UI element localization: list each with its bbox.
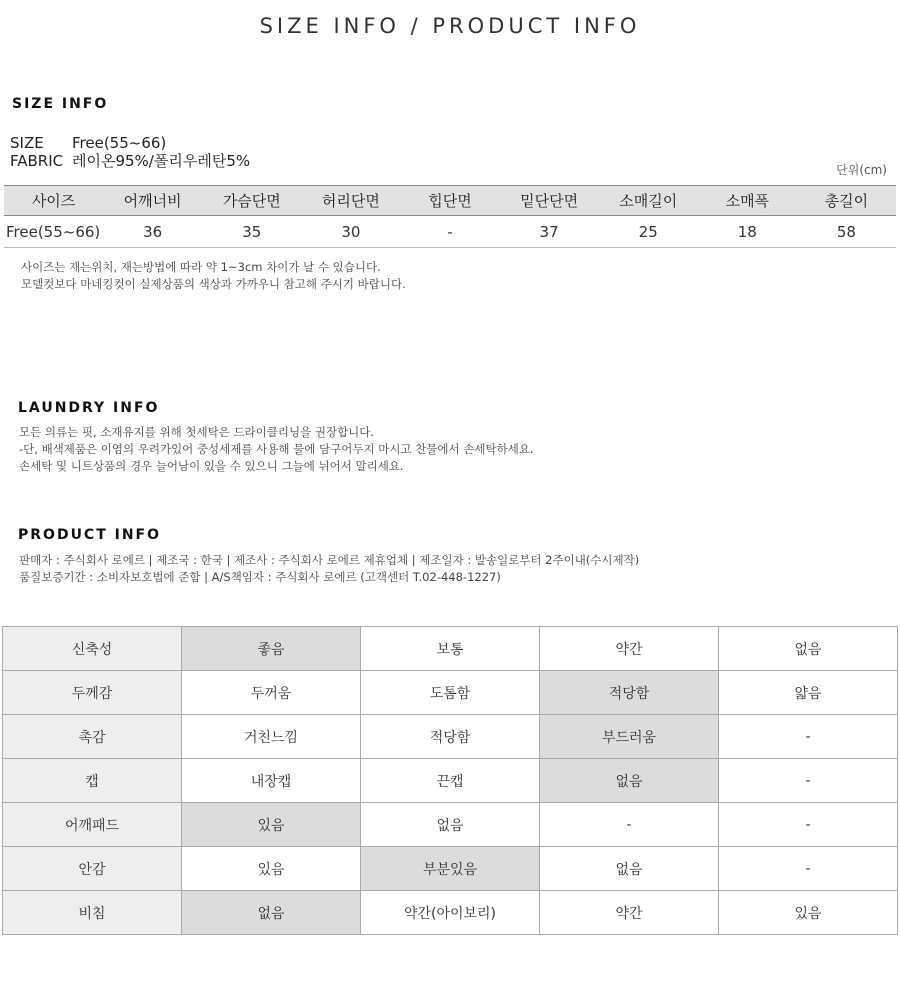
attribute-label: 캡 (3, 759, 182, 803)
attribute-row (3, 891, 898, 935)
attribute-row (3, 627, 898, 671)
attribute-option: 없음 (361, 803, 540, 847)
attribute-option: 있음 (182, 847, 361, 891)
size-table-header: 소매폭 (698, 186, 797, 216)
attribute-option: 있음 (719, 891, 898, 935)
attribute-option: 얇음 (719, 671, 898, 715)
fabric-key: FABRIC (10, 152, 64, 170)
product-notes (19, 552, 639, 586)
laundry-info-heading: LAUNDRY INFO (18, 400, 160, 416)
size-table-cell: 35 (202, 216, 301, 248)
attribute-option: 도톰함 (361, 671, 540, 715)
size-table-header: 가슴단면 (202, 186, 301, 216)
size-table-header: 어깨너비 (103, 186, 202, 216)
attribute-row (3, 715, 898, 759)
product-line: 판매자 : 주식회사 로에르 | 제조국 : 한국 | 제조사 : 주식회사 로에르 제휴업체 | 제조일자 : 발송일로부터 2주이내(수시제작) (19, 553, 640, 567)
attribute-option-selected: 부분있음 (361, 847, 540, 891)
size-table-header: 힙단면 (400, 186, 499, 216)
attribute-label: 어깨패드 (3, 803, 182, 847)
product-info-heading: PRODUCT INFO (18, 527, 162, 543)
attribute-label: 비침 (3, 891, 182, 935)
attribute-option: 두꺼움 (182, 671, 361, 715)
attribute-option: 적당함 (361, 715, 540, 759)
table-row (4, 216, 896, 248)
size-table-cell: 18 (698, 216, 797, 248)
size-value: Free(55~66) (72, 134, 167, 152)
attribute-row (3, 847, 898, 891)
size-notes (21, 259, 406, 293)
size-table-header: 소매길이 (599, 186, 698, 216)
unit-label: 단위(cm) (836, 163, 887, 177)
size-table-cell: 30 (301, 216, 400, 248)
laundry-notes (19, 424, 534, 475)
size-table-cell: Free(55~66) (4, 216, 103, 248)
product-line: 품질보증기간 : 소비자보호법에 준함 | A/S책임자 : 주식회사 로에르 (고객센터 T.02-448-1227) (19, 570, 501, 584)
attribute-option: 보통 (361, 627, 540, 671)
attribute-label: 신축성 (3, 627, 182, 671)
attribute-option-selected: 좋음 (182, 627, 361, 671)
attribute-option: - (719, 803, 898, 847)
attribute-option: 거친느낌 (182, 715, 361, 759)
size-table-header: 사이즈 (4, 186, 103, 216)
size-table-header-row (4, 186, 896, 216)
attribute-option-selected: 있음 (182, 803, 361, 847)
laundry-line: 모든 의류는 핏, 소재유지를 위해 첫세탁은 드라이클리닝을 권장합니다. (19, 425, 375, 439)
attribute-option: 약간(아이보리) (361, 891, 540, 935)
size-table-header: 허리단면 (301, 186, 400, 216)
attribute-option: - (540, 803, 719, 847)
attribute-option: 약간 (540, 891, 719, 935)
attribute-option: - (719, 759, 898, 803)
laundry-line: -단, 배색제품은 이염의 우려가있어 중성세제를 사용해 물에 담구어두지 마시고 찬물에서 손세탁하세요. (19, 442, 534, 456)
size-note-line: 사이즈는 재는위치, 재는방법에 따라 약 1~3cm 차이가 날 수 있습니다. (21, 260, 381, 274)
size-table-cell: 37 (500, 216, 599, 248)
attribute-label: 촉감 (3, 715, 182, 759)
size-table (4, 185, 896, 248)
attribute-option-selected: 적당함 (540, 671, 719, 715)
size-table-header: 총길이 (797, 186, 896, 216)
attribute-row (3, 759, 898, 803)
fabric-spec-row (10, 150, 250, 171)
size-table-cell: 36 (103, 216, 202, 248)
size-table-cell: 58 (797, 216, 896, 248)
attribute-row (3, 803, 898, 847)
attribute-option-selected: 없음 (540, 759, 719, 803)
attribute-option: - (719, 847, 898, 891)
fabric-value: 레이온95%/폴리우레탄5% (72, 152, 251, 170)
laundry-line: 손세탁 및 니트상품의 경우 늘어남이 있을 수 있으니 그늘에 뉘어서 말리세요. (19, 459, 404, 473)
attribute-label: 두께감 (3, 671, 182, 715)
attribute-label: 안감 (3, 847, 182, 891)
attribute-option: - (719, 715, 898, 759)
page-title: SIZE INFO / PRODUCT INFO (259, 14, 641, 38)
attribute-option-selected: 부드러움 (540, 715, 719, 759)
attribute-option-selected: 없음 (182, 891, 361, 935)
size-key: SIZE (10, 134, 44, 152)
size-table-header: 밑단단면 (500, 186, 599, 216)
size-table-cell: 25 (599, 216, 698, 248)
attribute-option: 없음 (540, 847, 719, 891)
attribute-option: 없음 (719, 627, 898, 671)
size-table-cell: - (400, 216, 499, 248)
attribute-option: 내장캡 (182, 759, 361, 803)
size-note-line: 모델컷보다 마네킹컷이 실제상품의 색상과 가까우니 참고해 주시기 바랍니다. (21, 277, 406, 291)
attribute-row (3, 671, 898, 715)
attribute-option: 끈캡 (361, 759, 540, 803)
attribute-option: 약간 (540, 627, 719, 671)
attribute-table (2, 626, 898, 935)
size-info-heading: SIZE INFO (12, 96, 109, 112)
